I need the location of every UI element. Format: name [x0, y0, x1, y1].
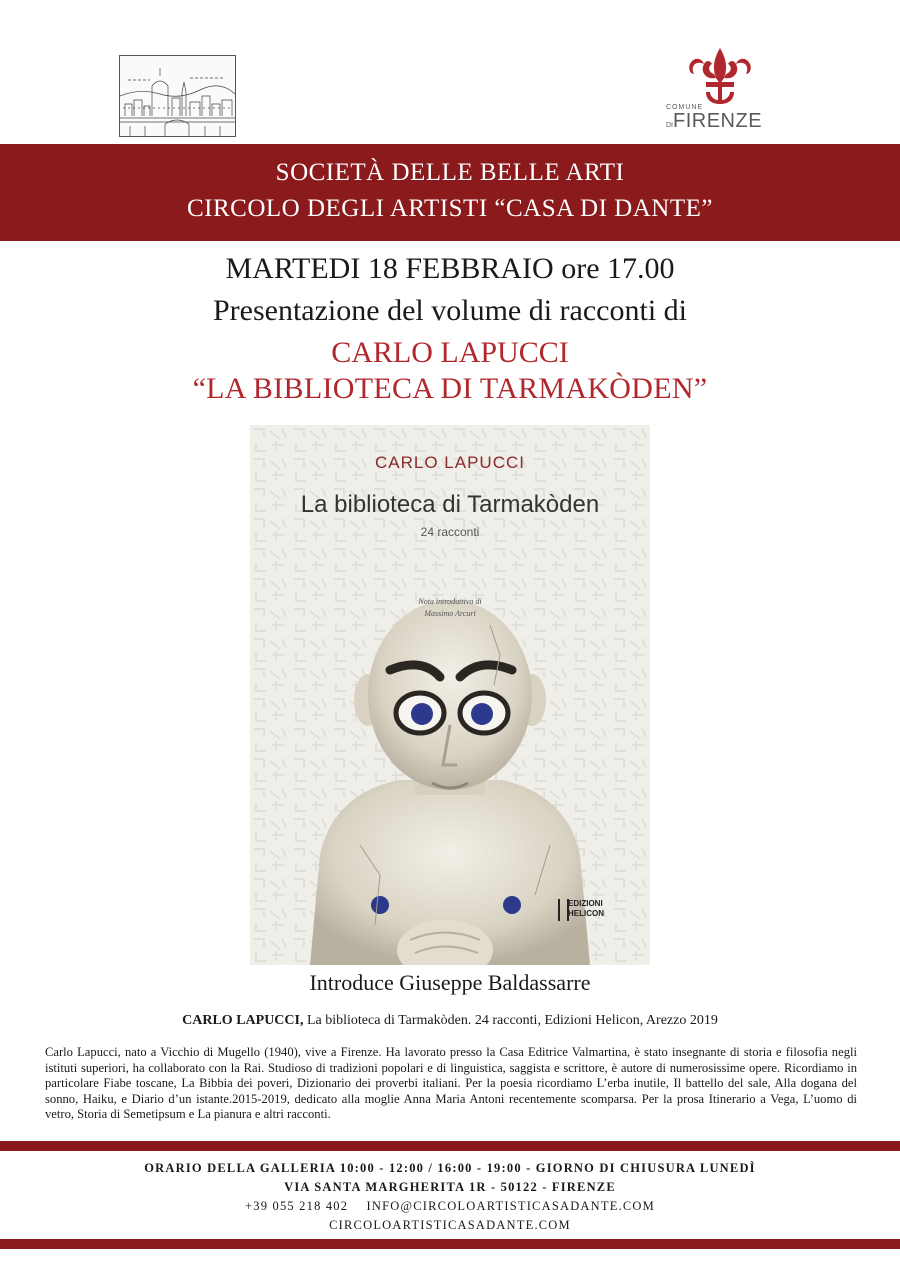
banner-line-society: SOCIETÀ DELLE BELLE ARTI — [275, 159, 625, 186]
cover-title: La biblioteca di Tarmakòden — [300, 491, 600, 518]
cover-author: CARLO LAPUCCI — [375, 453, 525, 472]
email-link[interactable]: INFO@CIRCOLOARTISTICASADANTE.COM — [366, 1199, 655, 1213]
comune-di-firenze-logo — [660, 44, 780, 136]
event-book-title: “LA BIBLIOTECA DI TARMAKÒDEN” — [192, 372, 708, 405]
publisher-line1: EDIZIONI — [568, 899, 603, 908]
cover-note: Nota introduttiva di — [418, 597, 482, 606]
cover-publisher-logo — [568, 899, 628, 919]
logo-firenze-text: FIRENZE — [673, 110, 763, 132]
author-bio: Carlo Lapucci, nato a Vicchio di Mugello (1940), vive a Firenze. Ha lavorato presso la Casa Editrice Valmartina, è stato insegnante di storia e filosofia negli istituti superiori, ha collaborato con la Rai. Studioso di tradizioni popolari e di linguistica, saggista e scrittore, è autore di numerosissime opere. Ricordiamo in particolare Fiabe toscane, La Bibbia dei poveri, Dizionario dei proverbi italiani. Per la poesia ricordiamo L’erba inutile, Il battello del sale, Alla dogana del sonno, Haiku, e Diario d’un istante.2015-2019, dedicato alla moglie Anna Maria Antoni recentemente scomparsa. Per la prosa Itinerario a Vega, L’uomo di vetro, Storia di Semetipsum e La pianura e altri racconti. — [45, 1045, 857, 1121]
skyline-logo — [119, 55, 236, 137]
contact-line — [0, 1199, 900, 1214]
fleur-de-lis-icon — [660, 44, 780, 106]
event-date: MARTEDI 18 FEBBRAIO ore 17.00 — [225, 252, 675, 285]
website-link[interactable]: CIRCOLOARTISTICASADANTE.COM — [329, 1218, 571, 1232]
logo-di-text: DI — [666, 122, 673, 129]
society-banner — [0, 144, 900, 241]
cover-subtitle: 24 racconti — [420, 525, 480, 539]
event-presentation: Presentazione del volume di racconti di — [212, 294, 687, 327]
book-ref-details: La biblioteca di Tarmakòden. 24 racconti, Edizioni Helicon, Arezzo 2019 — [303, 1013, 718, 1028]
book-ref-author: CARLO LAPUCCI, — [182, 1013, 304, 1028]
book-cover-image — [250, 425, 650, 965]
logo-comune-text: COMUNE — [666, 104, 704, 111]
event-author: CARLO LAPUCCI — [331, 336, 569, 369]
introduce-line: Introduce Giuseppe Baldassarre — [309, 970, 591, 995]
footer-bottom-rule — [0, 1239, 900, 1249]
book-reference — [0, 1013, 900, 1029]
banner-line-circolo: CIRCOLO DEGLI ARTISTI “CASA DI DANTE” — [187, 195, 713, 222]
gallery-address: VIA SANTA MARGHERITA 1R - 50122 - FIRENZE — [284, 1180, 616, 1194]
gallery-hours: ORARIO DELLA GALLERIA 10:00 - 12:00 / 16:00 - 19:00 - GIORNO DI CHIUSURA LUNEDÌ — [144, 1161, 756, 1175]
footer-top-rule — [0, 1141, 900, 1151]
cover-note-name: Massimo Arcuri — [424, 609, 476, 618]
publisher-line2: HELICON — [568, 909, 604, 918]
phone-number: +39 055 218 402 — [245, 1199, 349, 1213]
